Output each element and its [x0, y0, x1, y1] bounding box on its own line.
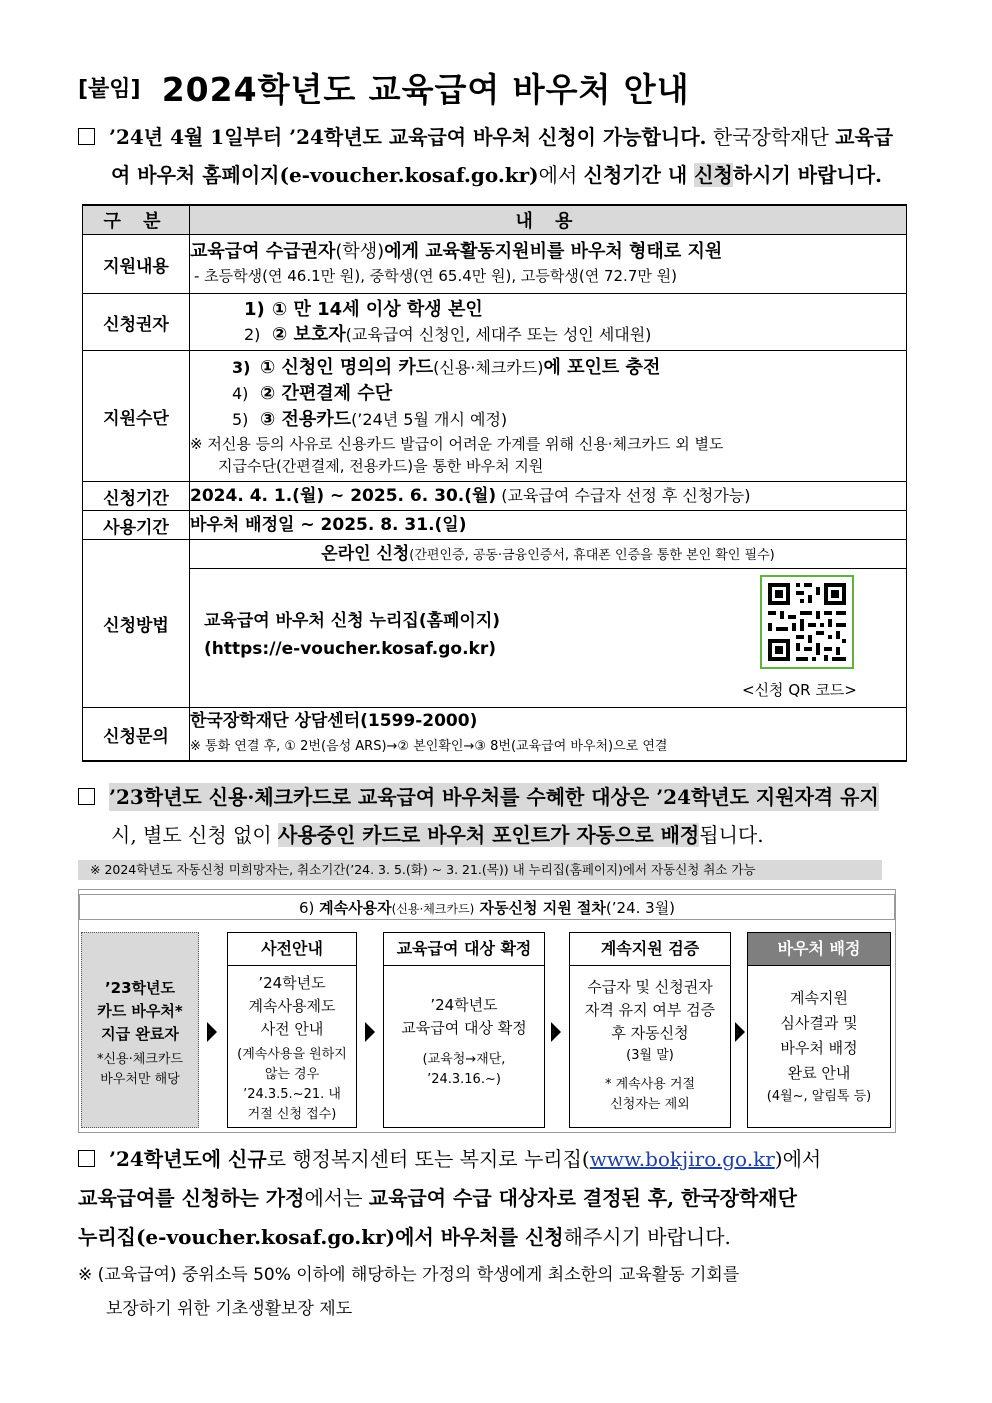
- bokjiro-link[interactable]: www.bokjiro.go.kr: [589, 1147, 775, 1171]
- intro-line1-a: ’24년 4월 1일부터 ’24학년도 교육급여 바우처 신청이 가능합니다.: [109, 125, 707, 149]
- label-method: 신청방법: [83, 540, 190, 708]
- flow-step4-l4: 완료 안내: [787, 1064, 851, 1082]
- auto-apply-paragraph: [78, 778, 923, 854]
- flow-step3-n1: * 계속사용 거절: [604, 1077, 696, 1092]
- footnote-l2: 보장하기 위한 기초생활보장 제도: [106, 1299, 353, 1319]
- para3-line2-b: 에서는: [304, 1186, 369, 1210]
- flow-title: [79, 894, 895, 920]
- flow-step2-head: 교육급여 대상 확정: [384, 933, 544, 966]
- flow-start-l2: 카드 바우처*: [97, 1002, 183, 1020]
- auto-apply-flow: [78, 889, 896, 1133]
- flow-title-b: (신용·체크카드): [391, 902, 475, 916]
- para3-line1-a: ’24학년도에 신규: [109, 1147, 267, 1171]
- means-num2: 4): [232, 384, 249, 403]
- para2-line1: ’23학년도 신용·체크카드로 교육급여 바우처를 수혜한 대상은 ’24학년도 지원자격 유지: [109, 785, 879, 809]
- flow-start-n1: *신용·체크카드: [97, 1052, 183, 1067]
- label-applicant: 신청권자: [83, 294, 190, 351]
- flow-arrow-icon: [207, 1022, 217, 1042]
- flow-step3-n2: 신청자는 제외: [610, 1097, 690, 1112]
- row-method: [83, 540, 907, 708]
- intro-line1-b: 한국장학재단: [706, 125, 836, 149]
- flow-step1-l2: 계속사용제도: [248, 997, 336, 1015]
- flow-step1-n3: ’24.3.5.~21. 내: [243, 1087, 341, 1102]
- flow-step3-l4: (3월 말): [626, 1048, 674, 1063]
- flow-arrow-icon: [735, 1022, 745, 1042]
- flow-step3-l3: 후 자동신청: [611, 1024, 689, 1042]
- footnote-l1: ※ (교육급여) 중위소득 50% 이하에 해당하는 가정의 학생에게 최소한의 교육활동 기회를: [78, 1265, 740, 1285]
- qr-code-icon[interactable]: [760, 575, 854, 669]
- label-means: 지원수단: [83, 351, 190, 482]
- applicant-item2-b: (교육급여 신청인, 세대주 또는 성인 세대원): [345, 325, 652, 344]
- flow-step1-head: 사전안내: [228, 933, 356, 966]
- intro-line1-c: 교육급: [835, 125, 894, 149]
- intro-line2-highlight: 신청: [694, 163, 733, 187]
- attachment-tag: [붙임]: [78, 77, 141, 102]
- footnote: [78, 1258, 739, 1326]
- method-online-b: (간편인증, 공동·금융인증서, 휴대폰 인증을 통한 본인 확인 필수): [409, 548, 775, 563]
- flow-step4-l3: 바우처 배정: [780, 1039, 858, 1057]
- flow-step2-n2: ’24.3.16.~): [427, 1072, 501, 1087]
- table-header-row: [83, 205, 907, 235]
- para2-line2-b: 사용중인 카드로 바우처 포인트가 자동으로 배정: [278, 823, 700, 847]
- checkbox-icon: [78, 788, 95, 805]
- support-main-b: (학생): [335, 241, 385, 262]
- row-applicant: [83, 294, 907, 351]
- method-site: 교육급여 바우처 신청 누리집(홈페이지): [204, 611, 501, 631]
- info-table: [82, 204, 907, 762]
- means-num3: 5): [232, 410, 249, 429]
- label-inquiry: 신청문의: [83, 708, 190, 762]
- checkbox-icon: [78, 1150, 95, 1167]
- flow-start-box: [81, 932, 199, 1128]
- flow-step1-n4: 거절 신청 접수): [247, 1107, 337, 1122]
- flow-step1-n2: 않는 경우: [264, 1067, 320, 1082]
- flow-step2-l2: 교육급여 대상 확정: [401, 1019, 527, 1037]
- means-note1: ※ 저신용 등의 사유로 신용카드 발급이 어려운 가계를 위해 신용·체크카드 외 별도: [190, 435, 724, 453]
- flow-arrow-icon: [551, 1022, 561, 1042]
- usage-main: 바우처 배정일 ~ 2025. 8. 31.(일): [190, 515, 467, 535]
- para3-line2-c: 교육급여 수급 대상자로 결정된 후, 한국장학재단: [368, 1186, 797, 1210]
- intro-line2-a: 여 바우처 홈페이지(e-voucher.kosaf.go.kr): [111, 163, 539, 187]
- title-main: 2024학년도 교육급여 바우처 안내: [161, 70, 690, 109]
- para3-line1-c: )에서: [774, 1147, 822, 1171]
- applicant-item2-a: ② 보호자: [272, 324, 346, 345]
- row-support: [83, 235, 907, 294]
- intro-paragraph: [78, 118, 923, 194]
- new-apply-paragraph: [78, 1140, 923, 1257]
- checkbox-icon: [78, 128, 95, 145]
- applicant-num1: 1): [244, 299, 265, 320]
- row-inquiry: [83, 708, 907, 762]
- intro-line2-d: 하시기 바랍니다.: [732, 163, 882, 187]
- intro-line2-b: 에서: [538, 163, 584, 187]
- flow-step4-n1: (4월~, 알림톡 등): [766, 1089, 872, 1104]
- flow-step2-l1: ’24학년도: [430, 996, 498, 1014]
- flow-arrow-icon: [365, 1022, 375, 1042]
- header-content: 내 용: [190, 205, 907, 235]
- para3-line3-b: 해주시기 바랍니다.: [563, 1225, 731, 1249]
- flow-start-n2: 바우처만 해당: [100, 1072, 180, 1087]
- means-item3-b: (’24년 5월 개시 예정): [351, 410, 508, 429]
- method-online-a: 온라인 신청: [321, 544, 410, 564]
- support-main-a: 교육급여 수급권자: [190, 241, 336, 262]
- flow-step3-l1: 수급자 및 신청권자: [587, 978, 713, 996]
- method-url[interactable]: (https://e-voucher.kosaf.go.kr): [204, 639, 497, 659]
- flow-step3-box: [569, 932, 731, 1128]
- header-category: 구 분: [83, 205, 190, 235]
- label-support: 지원내용: [83, 235, 190, 294]
- flow-step1-box: [227, 932, 357, 1128]
- means-note2: 지급수단(간편결제, 전용카드)을 통한 바우처 지원: [218, 457, 544, 475]
- flow-title-num: 6): [298, 899, 315, 917]
- applicant-item1: ① 만 14세 이상 학생 본인: [272, 299, 483, 320]
- label-usage: 사용기간: [83, 511, 190, 540]
- para2-line2-a: 시, 별도 신청 없이: [111, 823, 279, 847]
- flow-step2-box: [383, 932, 545, 1128]
- page-title: [78, 64, 690, 111]
- flow-step1-l3: 사전 안내: [260, 1020, 324, 1038]
- para3-line3-a: 누리집(e-voucher.kosaf.go.kr)에서 바우처를 신청: [78, 1225, 564, 1249]
- period-sub: (교육급여 수급자 선정 후 신청가능): [496, 486, 751, 505]
- flow-step1-n1: (계속사용을 원하지: [237, 1047, 347, 1062]
- row-period: [83, 482, 907, 511]
- flow-start-l3: 지급 완료자: [101, 1025, 179, 1043]
- row-usage: [83, 511, 907, 540]
- support-main-c: 에게 교육활동지원비를 바우처 형태로 지원: [384, 241, 723, 262]
- para3-line1-b: 로 행정복지센터 또는 복지로 누리집(: [266, 1147, 590, 1171]
- flow-step2-n1: (교육청→재단,: [422, 1052, 506, 1067]
- para3-line2-a: 교육급여를 신청하는 가정: [78, 1186, 305, 1210]
- flow-step4-head: 바우처 배정: [748, 933, 890, 966]
- applicant-num2: 2): [244, 325, 261, 344]
- para2-line2-c: 됩니다.: [699, 823, 764, 847]
- means-item1-c: 에 포인트 충전: [543, 357, 661, 378]
- row-means: [83, 351, 907, 482]
- flow-step4-box: [747, 932, 891, 1128]
- flow-step3-l2: 자격 유지 여부 검증: [584, 1001, 716, 1019]
- flow-step4-l1: 계속지원: [790, 989, 848, 1007]
- flow-step4-l2: 심사결과 및: [780, 1014, 858, 1032]
- flow-start-l1: ’23학년도: [104, 979, 176, 997]
- flow-title-a: 계속사용자: [319, 899, 392, 917]
- flow-title-d: (’24. 3월): [605, 899, 676, 917]
- auto-cancel-note: ※ 2024학년도 자동신청 미희망자는, 취소기간(’24. 3. 5.(화) ~ 3. 21.(목)) 내 누리집(홈페이지)에서 자동신청 취소 가능: [78, 860, 882, 880]
- period-main: 2024. 4. 1.(월) ~ 2025. 6. 30.(월): [190, 486, 497, 506]
- method-online: [190, 540, 906, 569]
- label-period: 신청기간: [83, 482, 190, 511]
- means-item1-a: ① 신청인 명의의 카드: [260, 357, 434, 378]
- flow-title-c: 자동신청 지원 절차: [474, 899, 606, 917]
- means-item2: ② 간편결제 수단: [260, 383, 393, 404]
- qr-caption: <신청 QR 코드>: [742, 681, 857, 699]
- means-item1-b: (신용·체크카드): [433, 358, 544, 377]
- inquiry-main: 한국장학재단 상담센터(1599-2000): [190, 711, 478, 731]
- flow-step3-head: 계속지원 검증: [570, 933, 730, 966]
- flow-step1-l1: ’24학년도: [258, 974, 326, 992]
- means-num1: 3): [232, 358, 251, 377]
- intro-line2-c: 신청기간 내: [583, 163, 695, 187]
- inquiry-sub: ※ 통화 연결 후, ① 2번(음성 ARS)→② 본인확인→③ 8번(교육급여 바우처)으로 연결: [190, 739, 668, 754]
- support-sub: - 초등학생(연 46.1만 원), 중학생(연 65.4만 원), 고등학생(연 72.7만 원): [194, 267, 677, 285]
- means-item3-a: ③ 전용카드: [260, 409, 352, 430]
